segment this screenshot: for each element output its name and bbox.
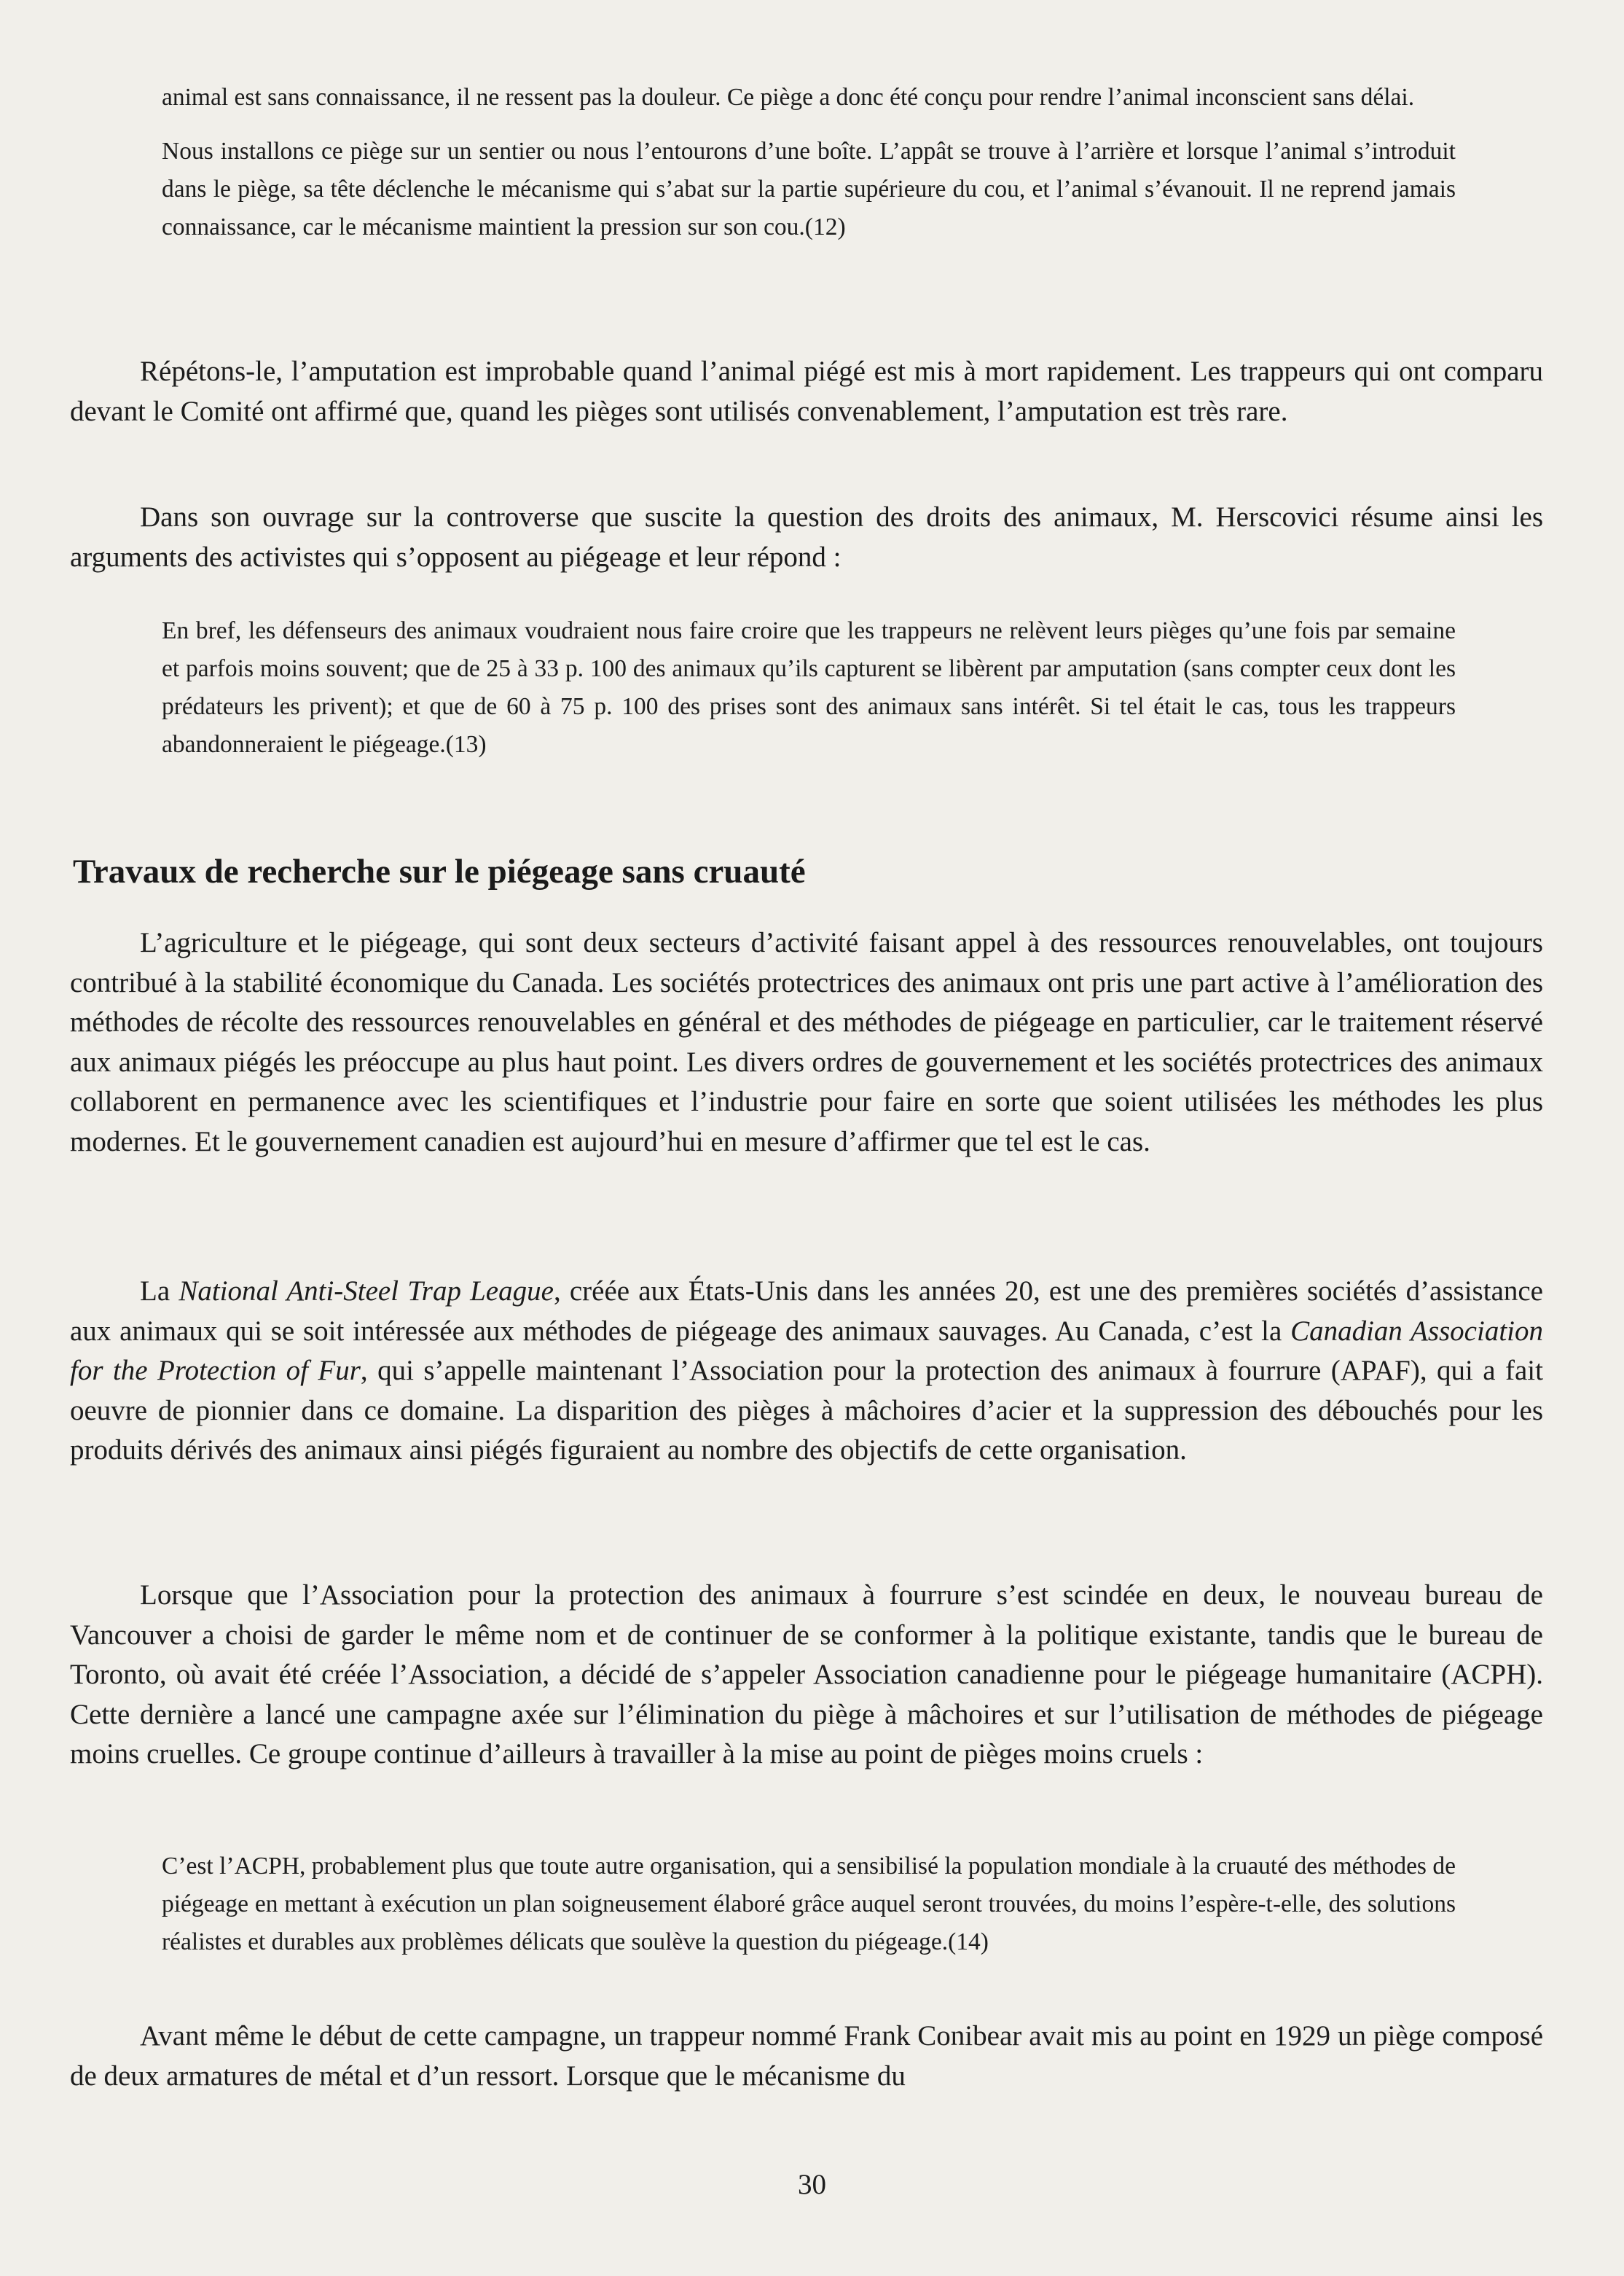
page-number: 30	[798, 2169, 826, 2200]
text-run: , créée aux États-Unis dans les années 20, est une des premières sociétés d’assistance aux animaux qui se soit intéressée aux méthodes de piégeage des animaux sauvages. Au Canada, c’est la	[70, 1275, 1543, 1347]
body-paragraph: Lorsque que l’Association pour la protection des animaux à fourrure s’est scindée en deux, le nouveau bureau de Vancouver a choisi de garder le même nom et de continuer de se conformer à la politique existante, tandis que le bureau de Toronto, où avait été créée l’Association, a décidé de s’appeler Association canadienne pour le piégeage humanitaire (ACPH). Cette dernière a lancé une campagne axée sur l’élimination du piège à mâchoires et sur l’utilisation de méthodes de piégeage moins cruelles. Ce groupe continue d’ailleurs à travailler à la mise au point de pièges moins cruels :	[70, 1579, 1543, 1769]
body-paragraph: L’agriculture et le piégeage, qui sont deux secteurs d’activité faisant appel à des ressources renouvelables, ont toujours contribué à la stabilité économique du Canada. Les sociétés protectrices des animaux ont pris une part active à l’amélioration des méthodes de récolte des ressources renouvelables en général et des méthodes de piégeage en particulier, car le traitement réservé aux animaux piégés les préoccupe au plus haut point. Les divers ordres de gouvernement et les sociétés protectrices des animaux collaborent en permanence avec les scientifiques et l’industrie pour faire en sorte que soient utilisées les méthodes les plus modernes. Et le gouvernement canadien est aujourd’hui en mesure d’affirmer que tel est le cas.	[70, 927, 1543, 1157]
block-quote-herscovici	[162, 612, 1456, 764]
text-run: , qui s’appelle maintenant l’Association pour la protection des animaux à fourrure (APAF), qui a fait oeuvre de pionnier dans ce domaine. La disparition des pièges à mâchoires d’acier et la suppression des débouchés pour les produits dérivés des animaux ainsi piégés figuraient au nombre des objectifs de cette organisation.	[70, 1355, 1543, 1466]
quote-paragraph: Nous installons ce piège sur un sentier ou nous l’entourons d’une boîte. L’appât se trouve à l’arrière et lorsque l’animal s’introduit dans le piège, sa tête déclenche le mécanisme qui s’abat sur la partie supérieure du cou, et l’animal s’évanouit. Il ne reprend jamais connaissance, car le mécanisme maintient la pression sur son cou.(12)	[162, 138, 1456, 240]
body-paragraph	[70, 1272, 1543, 1471]
organization-name-italic: National Anti-Steel Trap League	[179, 1275, 554, 1307]
quote-paragraph: En bref, les défenseurs des animaux voudraient nous faire croire que les trappeurs ne relèvent leurs pièges qu’une fois par semaine et parfois moins souvent; que de 25 à 33 p. 100 des animaux qu’ils capturent se libèrent par amputation (sans compter ceux dont les prédateurs les privent); et que de 60 à 75 p. 100 des prises sont des animaux sans intérêt. Si tel était le cas, tous les trappeurs abandonneraient le piégeage.(13)	[162, 617, 1456, 758]
quote-paragraph: animal est sans connaissance, il ne ressent pas la douleur. Ce piège a donc été conçu pour rendre l’animal inconscient sans délai.	[162, 84, 1415, 111]
body-paragraph: Répétons-le, l’amputation est improbable quand l’animal piégé est mis à mort rapidement. Les trappeurs qui ont comparu devant le Comité ont affirmé que, quand les pièges sont utilisés convenablement, l’amputation est très rare.	[70, 356, 1543, 427]
block-quote-acph	[162, 1847, 1456, 1961]
block-quote-trap-description	[162, 79, 1456, 246]
quote-paragraph: C’est l’ACPH, probablement plus que toute autre organisation, qui a sensibilisé la population mondiale à la cruauté des méthodes de piégeage en mettant à exécution un plan soigneusement élaboré grâce auquel seront trouvées, du moins l’espère-t-elle, des solutions réalistes et durables aux problèmes délicats que soulève la question du piégeage.(14)	[162, 1853, 1456, 1955]
text-run: La	[140, 1275, 179, 1307]
body-paragraph: Dans son ouvrage sur la controverse que suscite la question des droits des animaux, M. Herscovici résume ainsi les arguments des activistes qui s’opposent au piégeage et leur répond :	[70, 501, 1543, 573]
organization-name-italic: Canadian Association for the Protection of Fur	[70, 1315, 1543, 1386]
body-paragraph: Avant même le début de cette campagne, un trappeur nommé Frank Conibear avait mis au point en 1929 un piège composé de deux armatures de métal et d’un ressort. Lorsque que le mécanisme du	[70, 2020, 1543, 2092]
section-heading: Travaux de recherche sur le piégeage sans cruauté	[73, 853, 806, 891]
